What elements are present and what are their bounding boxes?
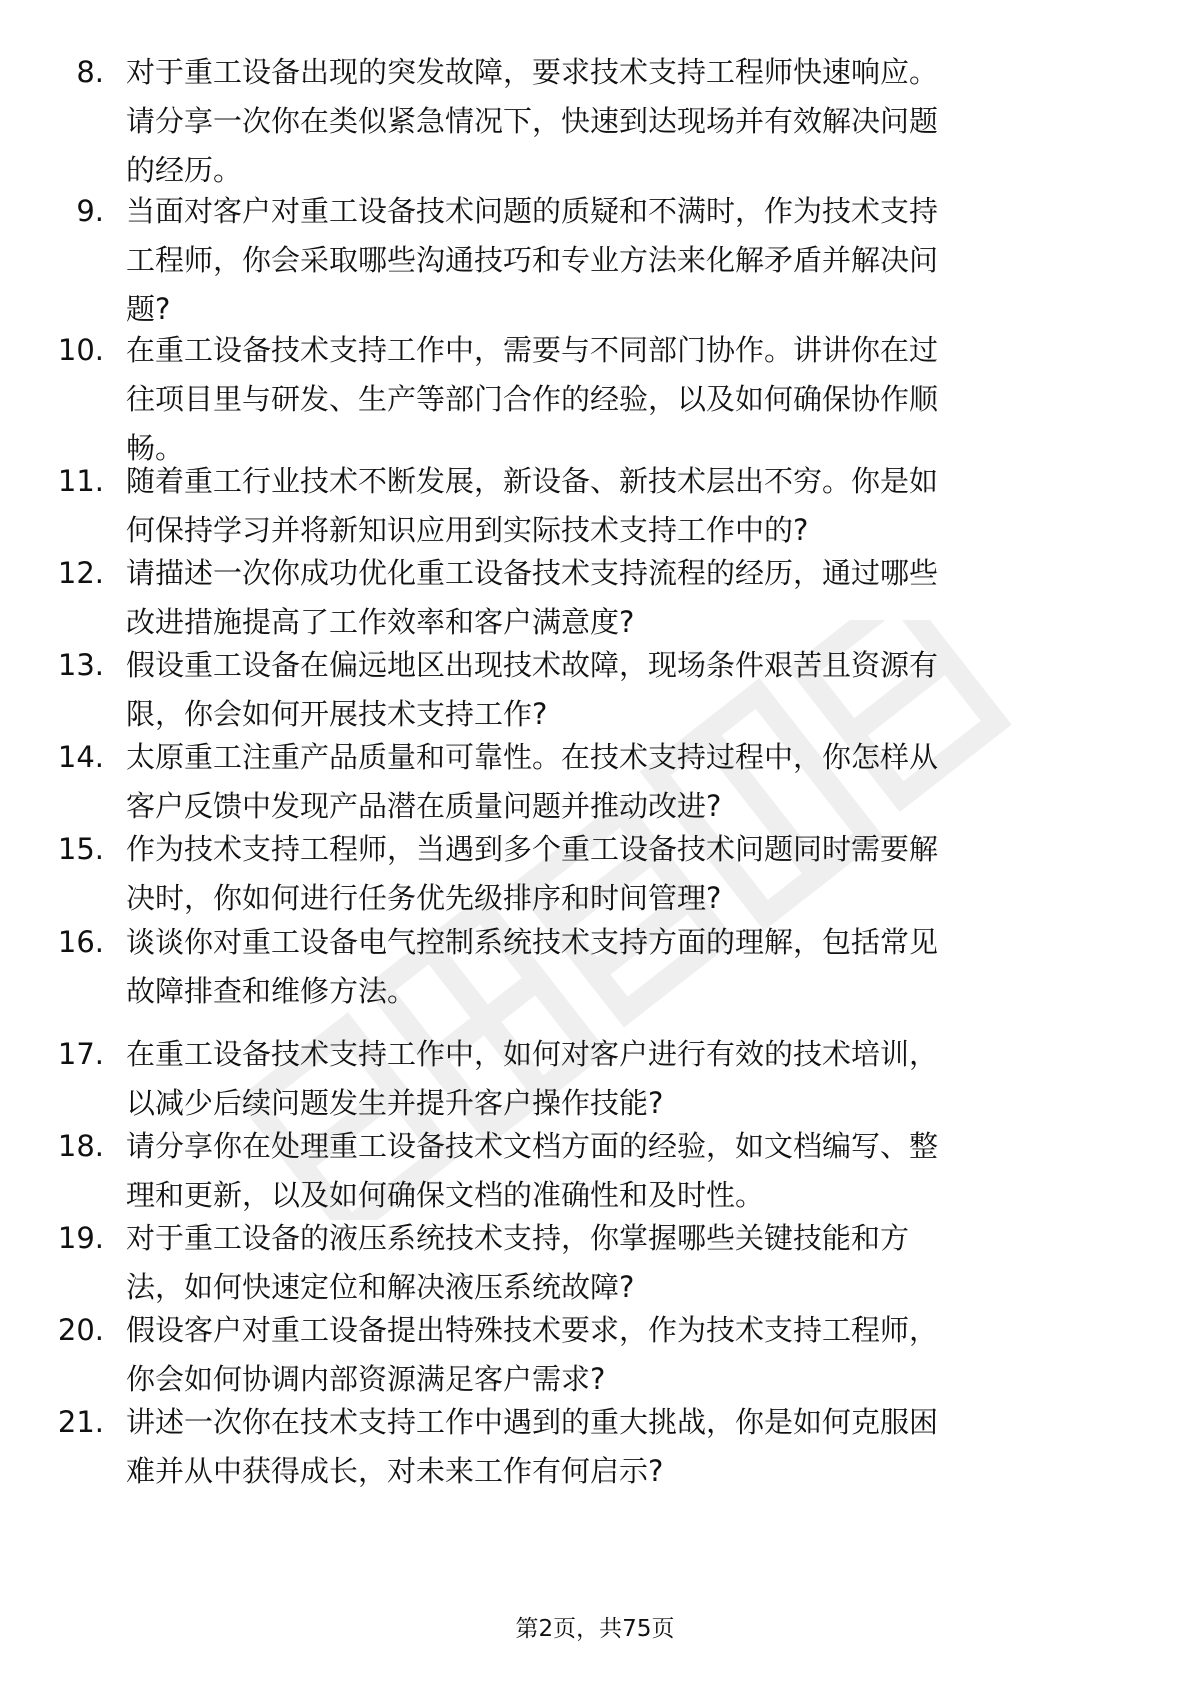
question-text-line: 理和更新，以及如何确保文档的准确性和及时性。 — [126, 1178, 765, 1212]
question-text-line: 对于重工设备出现的突发故障，要求技术支持工程师快速响应。 — [126, 55, 939, 89]
question-item — [0, 326, 1190, 473]
question-text-line: 客户反馈中发现产品潜在质量问题并推动改进? — [126, 789, 722, 823]
question-text — [126, 48, 1116, 195]
question-number: 20. — [57, 1313, 104, 1347]
question-item — [0, 48, 1190, 195]
question-text — [126, 1122, 1116, 1220]
question-number: 8. — [76, 55, 104, 89]
question-text — [126, 1030, 1116, 1128]
question-text — [126, 1398, 1116, 1496]
question-item — [0, 1398, 1190, 1496]
question-text-line: 请分享你在处理重工设备技术文档方面的经验，如文档编写、整 — [126, 1129, 939, 1163]
question-text-line: 的经历。 — [126, 153, 243, 187]
page-footer: 第2页，共75页 — [515, 1616, 675, 1642]
question-number: 11. — [57, 464, 104, 498]
question-number: 16. — [57, 925, 104, 959]
question-number: 9. — [76, 194, 104, 228]
question-number: 19. — [57, 1221, 104, 1255]
question-number: 12. — [57, 556, 104, 590]
question-text-line: 请描述一次你成功优化重工设备技术支持流程的经历，通过哪些 — [126, 556, 939, 590]
question-number: 21. — [57, 1405, 104, 1439]
question-item — [0, 1214, 1190, 1312]
question-text-line: 谈谈你对重工设备电气控制系统技术支持方面的理解，包括常见 — [126, 925, 939, 959]
question-item — [0, 733, 1190, 831]
question-item — [0, 641, 1190, 739]
question-text-line: 讲述一次你在技术支持工作中遇到的重大挑战，你是如何克服困 — [126, 1405, 939, 1439]
question-item — [0, 549, 1190, 647]
question-text-line: 难并从中获得成长，对未来工作有何启示? — [126, 1454, 664, 1488]
question-text-line: 随着重工行业技术不断发展，新设备、新技术层出不穷。你是如 — [126, 464, 939, 498]
question-text-line: 在重工设备技术支持工作中，如何对客户进行有效的技术培训， — [126, 1037, 939, 1071]
question-number: 15. — [57, 832, 104, 866]
question-text — [126, 1306, 1116, 1404]
question-text-line: 你会如何协调内部资源满足客户需求? — [126, 1362, 606, 1396]
question-text — [126, 457, 1116, 555]
question-text — [126, 641, 1116, 739]
question-text-line: 题? — [126, 292, 171, 326]
question-text — [126, 918, 1116, 1016]
question-text-line: 假设客户对重工设备提出特殊技术要求，作为技术支持工程师， — [126, 1313, 939, 1347]
question-text-line: 当面对客户对重工设备技术问题的质疑和不满时，作为技术支持 — [126, 194, 939, 228]
question-text-line: 决时，你如何进行任务优先级排序和时间管理? — [126, 881, 722, 915]
question-number: 17. — [57, 1037, 104, 1071]
question-text-line: 限，你会如何开展技术支持工作? — [126, 697, 548, 731]
question-text-line: 对于重工设备的液压系统技术支持，你掌握哪些关键技能和方 — [126, 1221, 910, 1255]
question-item — [0, 1306, 1190, 1404]
question-item — [0, 918, 1190, 1016]
question-number: 13. — [57, 648, 104, 682]
question-number: 14. — [57, 740, 104, 774]
question-text-line: 故障排查和维修方法。 — [126, 974, 417, 1008]
question-text-line: 往项目里与研发、生产等部门合作的经验，以及如何确保协作顺 — [126, 382, 939, 416]
question-text-line: 在重工设备技术支持工作中，需要与不同部门协作。讲讲你在过 — [126, 333, 939, 367]
question-text-line: 请分享一次你在类似紧急情况下，快速到达现场并有效解决问题 — [126, 104, 939, 138]
question-text-line: 改进措施提高了工作效率和客户满意度? — [126, 605, 635, 639]
question-text — [126, 825, 1116, 923]
question-text — [126, 187, 1116, 334]
question-text-line: 法，如何快速定位和解决液压系统故障? — [126, 1270, 635, 1304]
question-text — [126, 733, 1116, 831]
question-item — [0, 187, 1190, 334]
question-text-line: 作为技术支持工程师，当遇到多个重工设备技术问题同时需要解 — [126, 832, 939, 866]
question-item — [0, 1030, 1190, 1128]
question-item — [0, 825, 1190, 923]
question-text — [126, 1214, 1116, 1312]
question-number: 10. — [57, 333, 104, 367]
question-text-line: 畅。 — [126, 431, 185, 465]
question-item — [0, 1122, 1190, 1220]
question-number: 18. — [57, 1129, 104, 1163]
question-text-line: 太原重工注重产品质量和可靠性。在技术支持过程中，你怎样从 — [126, 740, 939, 774]
question-text — [126, 549, 1116, 647]
question-text-line: 工程师，你会采取哪些沟通技巧和专业方法来化解矛盾并解决问 — [126, 243, 939, 277]
question-text-line: 假设重工设备在偏远地区出现技术故障，现场条件艰苦且资源有 — [126, 648, 939, 682]
question-item — [0, 457, 1190, 555]
question-text — [126, 326, 1116, 473]
question-text-line: 何保持学习并将新知识应用到实际技术支持工作中的? — [126, 513, 809, 547]
question-text-line: 以减少后续问题发生并提升客户操作技能? — [126, 1086, 664, 1120]
